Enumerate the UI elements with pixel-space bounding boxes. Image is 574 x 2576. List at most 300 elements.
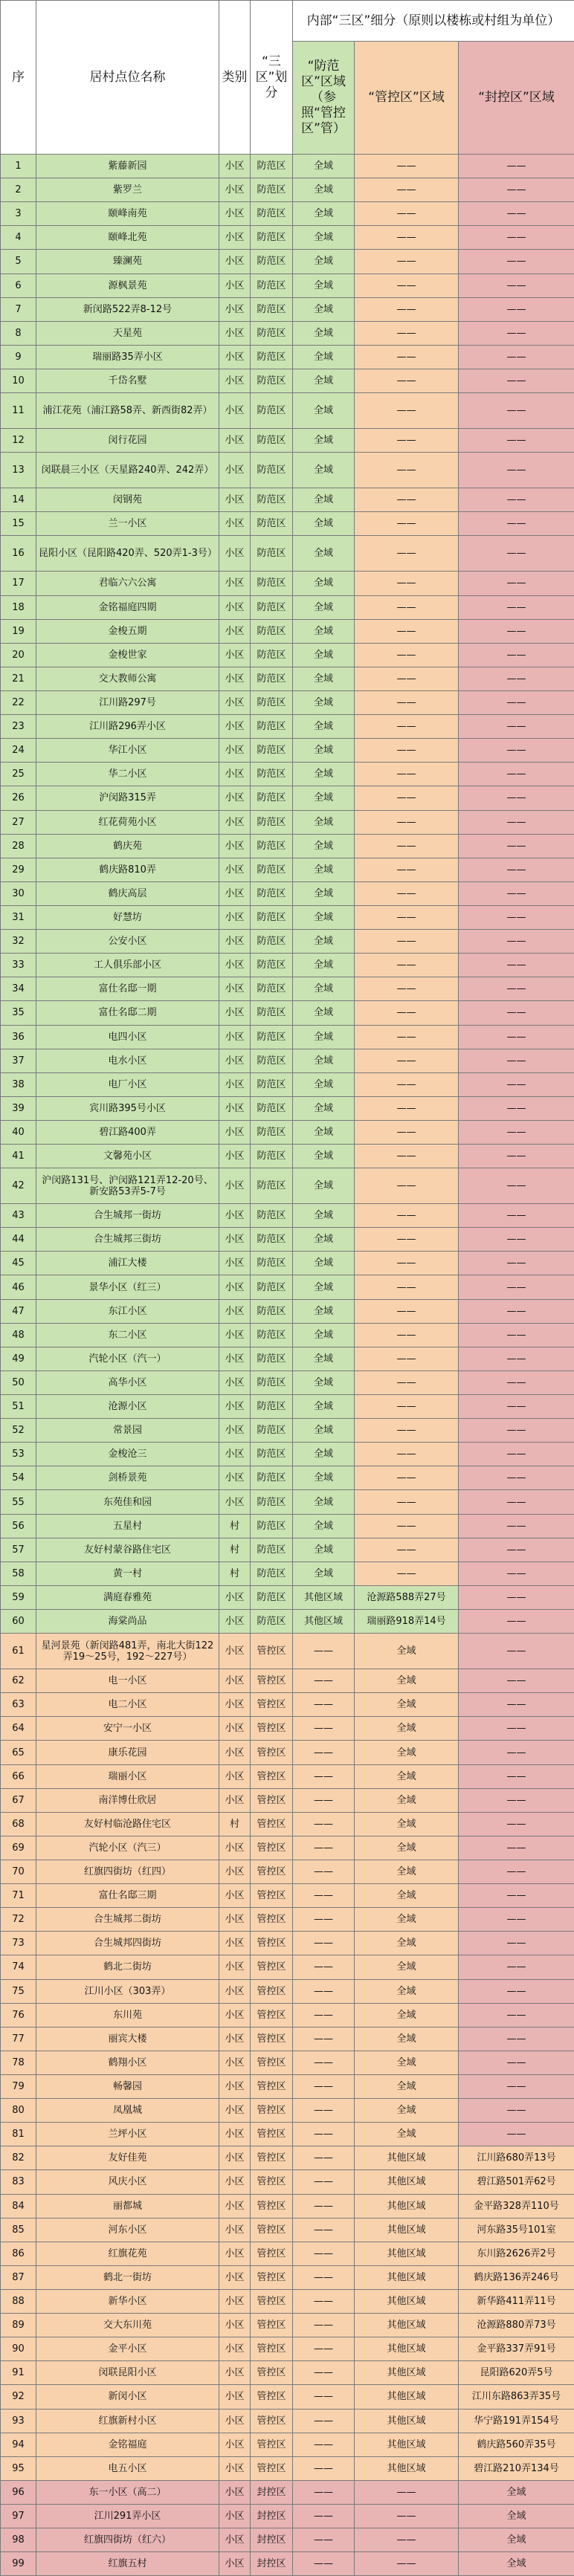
row-type: 小区 xyxy=(219,1299,251,1323)
row-name: 颐峰南苑 xyxy=(36,202,219,226)
row-zone: 管控区 xyxy=(251,2194,293,2218)
row-seq: 36 xyxy=(1,1025,36,1049)
row-fengkong: —— xyxy=(459,786,574,810)
row-name: 富仕名邸二期 xyxy=(36,1001,219,1025)
row-seq: 87 xyxy=(1,2265,36,2289)
table-row xyxy=(1,2242,574,2265)
table-row xyxy=(1,1717,574,1741)
row-type: 小区 xyxy=(219,1836,251,1860)
row-fangfan: 全域 xyxy=(293,155,355,178)
row-fengkong: 全域 xyxy=(459,2552,574,2576)
row-name: 瑞丽小区 xyxy=(36,1764,219,1788)
row-fangfan: 全域 xyxy=(293,834,355,858)
row-seq: 37 xyxy=(1,1049,36,1072)
row-fangfan: 全域 xyxy=(293,369,355,392)
table-row xyxy=(1,2123,574,2146)
row-zone: 防范区 xyxy=(251,1514,293,1538)
row-fangfan: —— xyxy=(293,2456,355,2480)
row-zone: 防范区 xyxy=(251,572,293,595)
table-row xyxy=(1,715,574,739)
row-fangfan: —— xyxy=(293,1741,355,1764)
row-zone: 防范区 xyxy=(251,930,293,954)
row-fangfan: —— xyxy=(293,2265,355,2289)
row-fengkong: —— xyxy=(459,155,574,178)
row-fangfan: 全域 xyxy=(293,643,355,667)
table-row xyxy=(1,1275,574,1299)
row-name: 海棠尚品 xyxy=(36,1610,219,1634)
row-zone: 管控区 xyxy=(251,2242,293,2265)
row-fangfan: 全域 xyxy=(293,536,355,572)
row-zone: 防范区 xyxy=(251,1585,293,1609)
row-zone: 防范区 xyxy=(251,763,293,786)
row-type: 村 xyxy=(219,1538,251,1562)
row-zone: 防范区 xyxy=(251,393,293,429)
row-seq: 28 xyxy=(1,834,36,858)
row-fangfan: 全域 xyxy=(293,321,355,345)
table-row xyxy=(1,2552,574,2576)
row-fengkong: —— xyxy=(459,488,574,512)
row-guankong: —— xyxy=(355,739,459,763)
row-name: 剑桥景苑 xyxy=(36,1466,219,1490)
table-row xyxy=(1,2074,574,2098)
row-fangfan: 全域 xyxy=(293,1443,355,1466)
row-fengkong: —— xyxy=(459,977,574,1001)
row-seq: 57 xyxy=(1,1538,36,1562)
row-zone: 防范区 xyxy=(251,429,293,453)
row-guankong: —— xyxy=(355,297,459,321)
row-type: 小区 xyxy=(219,1717,251,1741)
row-seq: 22 xyxy=(1,690,36,714)
row-fangfan: 全域 xyxy=(293,619,355,643)
row-name: 兰坪小区 xyxy=(36,2123,219,2146)
row-fangfan: 全域 xyxy=(293,1323,355,1347)
row-name: 闵联晨三小区（天星路240弄、242弄） xyxy=(36,453,219,488)
row-fangfan: 全域 xyxy=(293,1514,355,1538)
row-fangfan: 全域 xyxy=(293,345,355,369)
row-fangfan: —— xyxy=(293,2289,355,2313)
row-type: 小区 xyxy=(219,739,251,763)
row-name: 鹤翔小区 xyxy=(36,2051,219,2074)
row-zone: 管控区 xyxy=(251,2003,293,2027)
row-name: 沧源小区 xyxy=(36,1395,219,1419)
row-type: 小区 xyxy=(219,763,251,786)
row-fangfan: 全域 xyxy=(293,763,355,786)
row-guankong: —— xyxy=(355,572,459,595)
row-seq: 80 xyxy=(1,2099,36,2123)
row-name: 电四小区 xyxy=(36,1025,219,1049)
row-fangfan: —— xyxy=(293,1908,355,1932)
row-type: 小区 xyxy=(219,954,251,977)
row-seq: 40 xyxy=(1,1120,36,1144)
row-fengkong: —— xyxy=(459,1836,574,1860)
row-seq: 52 xyxy=(1,1419,36,1443)
row-name: 高华小区 xyxy=(36,1370,219,1394)
row-guankong: 全域 xyxy=(355,1764,459,1788)
row-zone: 管控区 xyxy=(251,1836,293,1860)
table-row xyxy=(1,1585,574,1609)
row-zone: 防范区 xyxy=(251,202,293,226)
row-seq: 5 xyxy=(1,250,36,274)
row-fangfan: —— xyxy=(293,2123,355,2146)
row-fengkong: —— xyxy=(459,1001,574,1025)
table-row xyxy=(1,1072,574,1096)
row-seq: 99 xyxy=(1,2552,36,2576)
row-seq: 44 xyxy=(1,1228,36,1252)
row-guankong: —— xyxy=(355,2480,459,2504)
row-name: 畅馨园 xyxy=(36,2074,219,2098)
row-type: 小区 xyxy=(219,1120,251,1144)
row-seq: 6 xyxy=(1,274,36,297)
row-guankong: 全域 xyxy=(355,1836,459,1860)
row-fengkong: —— xyxy=(459,1741,574,1764)
row-type: 小区 xyxy=(219,786,251,810)
row-zone: 管控区 xyxy=(251,2361,293,2385)
row-fengkong: —— xyxy=(459,643,574,667)
row-fengkong: —— xyxy=(459,1693,574,1717)
row-seq: 24 xyxy=(1,739,36,763)
row-fengkong: —— xyxy=(459,1860,574,1884)
row-seq: 82 xyxy=(1,2146,36,2170)
row-fengkong: —— xyxy=(459,1299,574,1323)
row-guankong: —— xyxy=(355,488,459,512)
row-fangfan: —— xyxy=(293,2314,355,2337)
table-row xyxy=(1,202,574,226)
row-zone: 防范区 xyxy=(251,739,293,763)
row-fangfan: 全域 xyxy=(293,690,355,714)
row-fengkong: 全域 xyxy=(459,2480,574,2504)
row-fangfan: —— xyxy=(293,2480,355,2504)
row-guankong: 全域 xyxy=(355,2074,459,2098)
table-row xyxy=(1,1120,574,1144)
row-name: 华二小区 xyxy=(36,763,219,786)
row-fengkong: —— xyxy=(459,1979,574,2003)
row-seq: 55 xyxy=(1,1490,36,1514)
row-name: 红旗四街坊（红六） xyxy=(36,2528,219,2552)
row-fengkong: —— xyxy=(459,2051,574,2074)
row-zone: 管控区 xyxy=(251,2337,293,2361)
row-fangfan: 全域 xyxy=(293,572,355,595)
row-seq: 67 xyxy=(1,1788,36,1812)
row-name: 电水小区 xyxy=(36,1049,219,1072)
table-row xyxy=(1,2528,574,2552)
row-guankong: —— xyxy=(355,1072,459,1096)
row-zone: 防范区 xyxy=(251,1145,293,1168)
row-zone: 防范区 xyxy=(251,1443,293,1466)
row-type: 小区 xyxy=(219,2337,251,2361)
row-fangfan: —— xyxy=(293,2504,355,2528)
row-name: 华江小区 xyxy=(36,739,219,763)
row-guankong: 其他区域 xyxy=(355,2146,459,2170)
row-guankong: 其他区域 xyxy=(355,2265,459,2289)
row-name: 风庆小区 xyxy=(36,2170,219,2194)
row-name: 宾川路395号小区 xyxy=(36,1096,219,1120)
row-fangfan: 全域 xyxy=(293,1466,355,1490)
row-type: 小区 xyxy=(219,2409,251,2433)
row-zone: 防范区 xyxy=(251,1299,293,1323)
row-guankong: —— xyxy=(355,393,459,429)
row-guankong: —— xyxy=(355,1490,459,1514)
row-type: 小区 xyxy=(219,643,251,667)
row-type: 小区 xyxy=(219,1466,251,1490)
row-fengkong: —— xyxy=(459,321,574,345)
row-name: 瑞丽路35弄小区 xyxy=(36,345,219,369)
row-seq: 85 xyxy=(1,2218,36,2242)
row-guankong: 全域 xyxy=(355,1908,459,1932)
row-name: 电一小区 xyxy=(36,1669,219,1693)
table-row xyxy=(1,1204,574,1228)
row-fangfan: 全域 xyxy=(293,715,355,739)
row-type: 小区 xyxy=(219,1908,251,1932)
row-fengkong: —— xyxy=(459,810,574,834)
row-zone: 管控区 xyxy=(251,2146,293,2170)
row-zone: 防范区 xyxy=(251,453,293,488)
row-name: 碧江路400弄 xyxy=(36,1120,219,1144)
row-type: 小区 xyxy=(219,429,251,453)
row-fangfan: —— xyxy=(293,1764,355,1788)
row-zone: 管控区 xyxy=(251,2051,293,2074)
row-name: 兰一小区 xyxy=(36,512,219,536)
row-type: 小区 xyxy=(219,2003,251,2027)
row-name: 红花荷苑小区 xyxy=(36,810,219,834)
row-name: 鹤北一街坊 xyxy=(36,2265,219,2289)
table-row xyxy=(1,429,574,453)
row-guankong: 沧源路588弄27号 xyxy=(355,1585,459,1609)
row-zone: 防范区 xyxy=(251,1466,293,1490)
row-fengkong: —— xyxy=(459,1049,574,1072)
row-fangfan: 全域 xyxy=(293,1299,355,1323)
table-row xyxy=(1,930,574,954)
row-type: 小区 xyxy=(219,1370,251,1394)
row-type: 小区 xyxy=(219,488,251,512)
row-type: 小区 xyxy=(219,595,251,619)
row-fengkong: —— xyxy=(459,1168,574,1204)
row-name: 闵联昆阳小区 xyxy=(36,2361,219,2385)
row-seq: 63 xyxy=(1,1693,36,1717)
row-type: 小区 xyxy=(219,2242,251,2265)
table-row xyxy=(1,1932,574,1955)
row-zone: 防范区 xyxy=(251,1228,293,1252)
row-zone: 封控区 xyxy=(251,2552,293,2576)
row-seq: 33 xyxy=(1,954,36,977)
table-row xyxy=(1,786,574,810)
table-row xyxy=(1,2337,574,2361)
row-seq: 49 xyxy=(1,1347,36,1370)
row-seq: 13 xyxy=(1,453,36,488)
row-guankong: 其他区域 xyxy=(355,2433,459,2456)
row-seq: 97 xyxy=(1,2504,36,2528)
row-type: 小区 xyxy=(219,1979,251,2003)
row-name: 友好村蒙谷路住宅区 xyxy=(36,1538,219,1562)
row-name: 合生城邦一街坊 xyxy=(36,1204,219,1228)
row-guankong: —— xyxy=(355,763,459,786)
row-guankong: —— xyxy=(355,1228,459,1252)
row-guankong: 全域 xyxy=(355,1634,459,1669)
row-type: 小区 xyxy=(219,1669,251,1693)
table-row xyxy=(1,1669,574,1693)
row-type: 小区 xyxy=(219,667,251,690)
row-fangfan: —— xyxy=(293,2146,355,2170)
row-type: 小区 xyxy=(219,810,251,834)
row-seq: 35 xyxy=(1,1001,36,1025)
row-zone: 防范区 xyxy=(251,488,293,512)
table-row xyxy=(1,369,574,392)
row-fangfan: 全域 xyxy=(293,226,355,250)
row-seq: 8 xyxy=(1,321,36,345)
row-name: 鹤庆路810弄 xyxy=(36,858,219,881)
row-fangfan: —— xyxy=(293,1860,355,1884)
row-zone: 防范区 xyxy=(251,1204,293,1228)
row-zone: 管控区 xyxy=(251,1908,293,1932)
row-type: 村 xyxy=(219,1562,251,1585)
row-fangfan: —— xyxy=(293,1669,355,1693)
row-type: 小区 xyxy=(219,2552,251,2576)
table-row xyxy=(1,512,574,536)
row-name: 新华小区 xyxy=(36,2289,219,2313)
row-fangfan: 全域 xyxy=(293,1145,355,1168)
row-fengkong: —— xyxy=(459,1764,574,1788)
row-seq: 4 xyxy=(1,226,36,250)
row-name: 天星苑 xyxy=(36,321,219,345)
row-type: 小区 xyxy=(219,369,251,392)
row-name: 江川路296弄小区 xyxy=(36,715,219,739)
row-zone: 管控区 xyxy=(251,2289,293,2313)
row-fangfan: 全域 xyxy=(293,1275,355,1299)
row-name: 交大教师公寓 xyxy=(36,667,219,690)
row-name: 鹤北二街坊 xyxy=(36,1955,219,1979)
header-zone: “三区”划分 xyxy=(251,1,293,155)
row-fangfan: —— xyxy=(293,1788,355,1812)
row-guankong: 全域 xyxy=(355,2123,459,2146)
table-row xyxy=(1,1693,574,1717)
row-seq: 61 xyxy=(1,1634,36,1669)
row-fangfan: —— xyxy=(293,1717,355,1741)
row-name: 红旗四街坊（红四） xyxy=(36,1860,219,1884)
row-type: 村 xyxy=(219,1812,251,1836)
table-row xyxy=(1,1096,574,1120)
table-row xyxy=(1,2480,574,2504)
row-type: 小区 xyxy=(219,690,251,714)
table-row xyxy=(1,595,574,619)
row-type: 小区 xyxy=(219,297,251,321)
row-guankong: —— xyxy=(355,2504,459,2528)
row-type: 小区 xyxy=(219,1252,251,1275)
row-fangfan: 全域 xyxy=(293,595,355,619)
row-guankong: —— xyxy=(355,1395,459,1419)
table-row xyxy=(1,1860,574,1884)
row-fengkong: —— xyxy=(459,1932,574,1955)
row-seq: 77 xyxy=(1,2027,36,2051)
row-type: 小区 xyxy=(219,393,251,429)
table-row xyxy=(1,1812,574,1836)
row-fengkong: 碧江路210弄134号 xyxy=(459,2456,574,2480)
row-fangfan: —— xyxy=(293,2433,355,2456)
row-guankong: —— xyxy=(355,1025,459,1049)
row-fengkong: 全域 xyxy=(459,2504,574,2528)
row-name: 沪闵路131号、沪闵路121弄12-20号、新安路53弄5-7号 xyxy=(36,1168,219,1204)
row-fangfan: 全域 xyxy=(293,930,355,954)
row-fangfan: —— xyxy=(293,2528,355,2552)
row-guankong: —— xyxy=(355,1466,459,1490)
table-row xyxy=(1,763,574,786)
table-row xyxy=(1,2289,574,2313)
row-fangfan: —— xyxy=(293,1932,355,1955)
row-type: 小区 xyxy=(219,1860,251,1884)
row-name: 凤凰城 xyxy=(36,2099,219,2123)
table-row xyxy=(1,2051,574,2074)
header-seq: 序 xyxy=(1,1,36,155)
row-fengkong: —— xyxy=(459,954,574,977)
row-fengkong: —— xyxy=(459,274,574,297)
table-row xyxy=(1,1168,574,1204)
row-type: 小区 xyxy=(219,2265,251,2289)
row-zone: 防范区 xyxy=(251,1096,293,1120)
row-guankong: 其他区域 xyxy=(355,2337,459,2361)
row-type: 小区 xyxy=(219,1228,251,1252)
row-fengkong: —— xyxy=(459,715,574,739)
row-fangfan: 全域 xyxy=(293,977,355,1001)
table-row xyxy=(1,1979,574,2003)
row-type: 小区 xyxy=(219,512,251,536)
table-row xyxy=(1,1395,574,1419)
row-type: 小区 xyxy=(219,930,251,954)
table-body xyxy=(1,155,574,2576)
row-seq: 14 xyxy=(1,488,36,512)
row-fengkong: —— xyxy=(459,369,574,392)
row-type: 小区 xyxy=(219,1001,251,1025)
row-fangfan: 全域 xyxy=(293,858,355,881)
row-seq: 60 xyxy=(1,1610,36,1634)
row-seq: 73 xyxy=(1,1932,36,1955)
table-row xyxy=(1,1443,574,1466)
row-zone: 封控区 xyxy=(251,2480,293,2504)
row-seq: 11 xyxy=(1,393,36,429)
row-guankong: 其他区域 xyxy=(355,2361,459,2385)
table-row xyxy=(1,453,574,488)
row-zone: 防范区 xyxy=(251,905,293,929)
row-zone: 管控区 xyxy=(251,1788,293,1812)
row-zone: 管控区 xyxy=(251,1741,293,1764)
row-guankong: —— xyxy=(355,905,459,929)
row-guankong: —— xyxy=(355,369,459,392)
row-zone: 管控区 xyxy=(251,2385,293,2409)
row-seq: 20 xyxy=(1,643,36,667)
row-fangfan: 全域 xyxy=(293,297,355,321)
row-fangfan: 全域 xyxy=(293,1419,355,1443)
row-type: 小区 xyxy=(219,250,251,274)
row-name: 常景园 xyxy=(36,1419,219,1443)
table-row xyxy=(1,1419,574,1443)
row-type: 小区 xyxy=(219,2099,251,2123)
row-name: 鹤庆苑 xyxy=(36,834,219,858)
row-fengkong: 华宁路191弄154号 xyxy=(459,2409,574,2433)
row-zone: 防范区 xyxy=(251,1538,293,1562)
row-zone: 管控区 xyxy=(251,1979,293,2003)
row-guankong: 其他区域 xyxy=(355,2194,459,2218)
row-seq: 27 xyxy=(1,810,36,834)
row-seq: 94 xyxy=(1,2433,36,2456)
row-name: 南洋博仕欣居 xyxy=(36,1788,219,1812)
row-guankong: —— xyxy=(355,595,459,619)
row-name: 金铭福庭四期 xyxy=(36,595,219,619)
row-seq: 75 xyxy=(1,1979,36,2003)
table-row xyxy=(1,1228,574,1252)
row-type: 小区 xyxy=(219,2528,251,2552)
row-zone: 防范区 xyxy=(251,881,293,905)
row-fengkong: —— xyxy=(459,1145,574,1168)
row-type: 小区 xyxy=(219,1585,251,1609)
row-type: 小区 xyxy=(219,1610,251,1634)
table-row xyxy=(1,905,574,929)
